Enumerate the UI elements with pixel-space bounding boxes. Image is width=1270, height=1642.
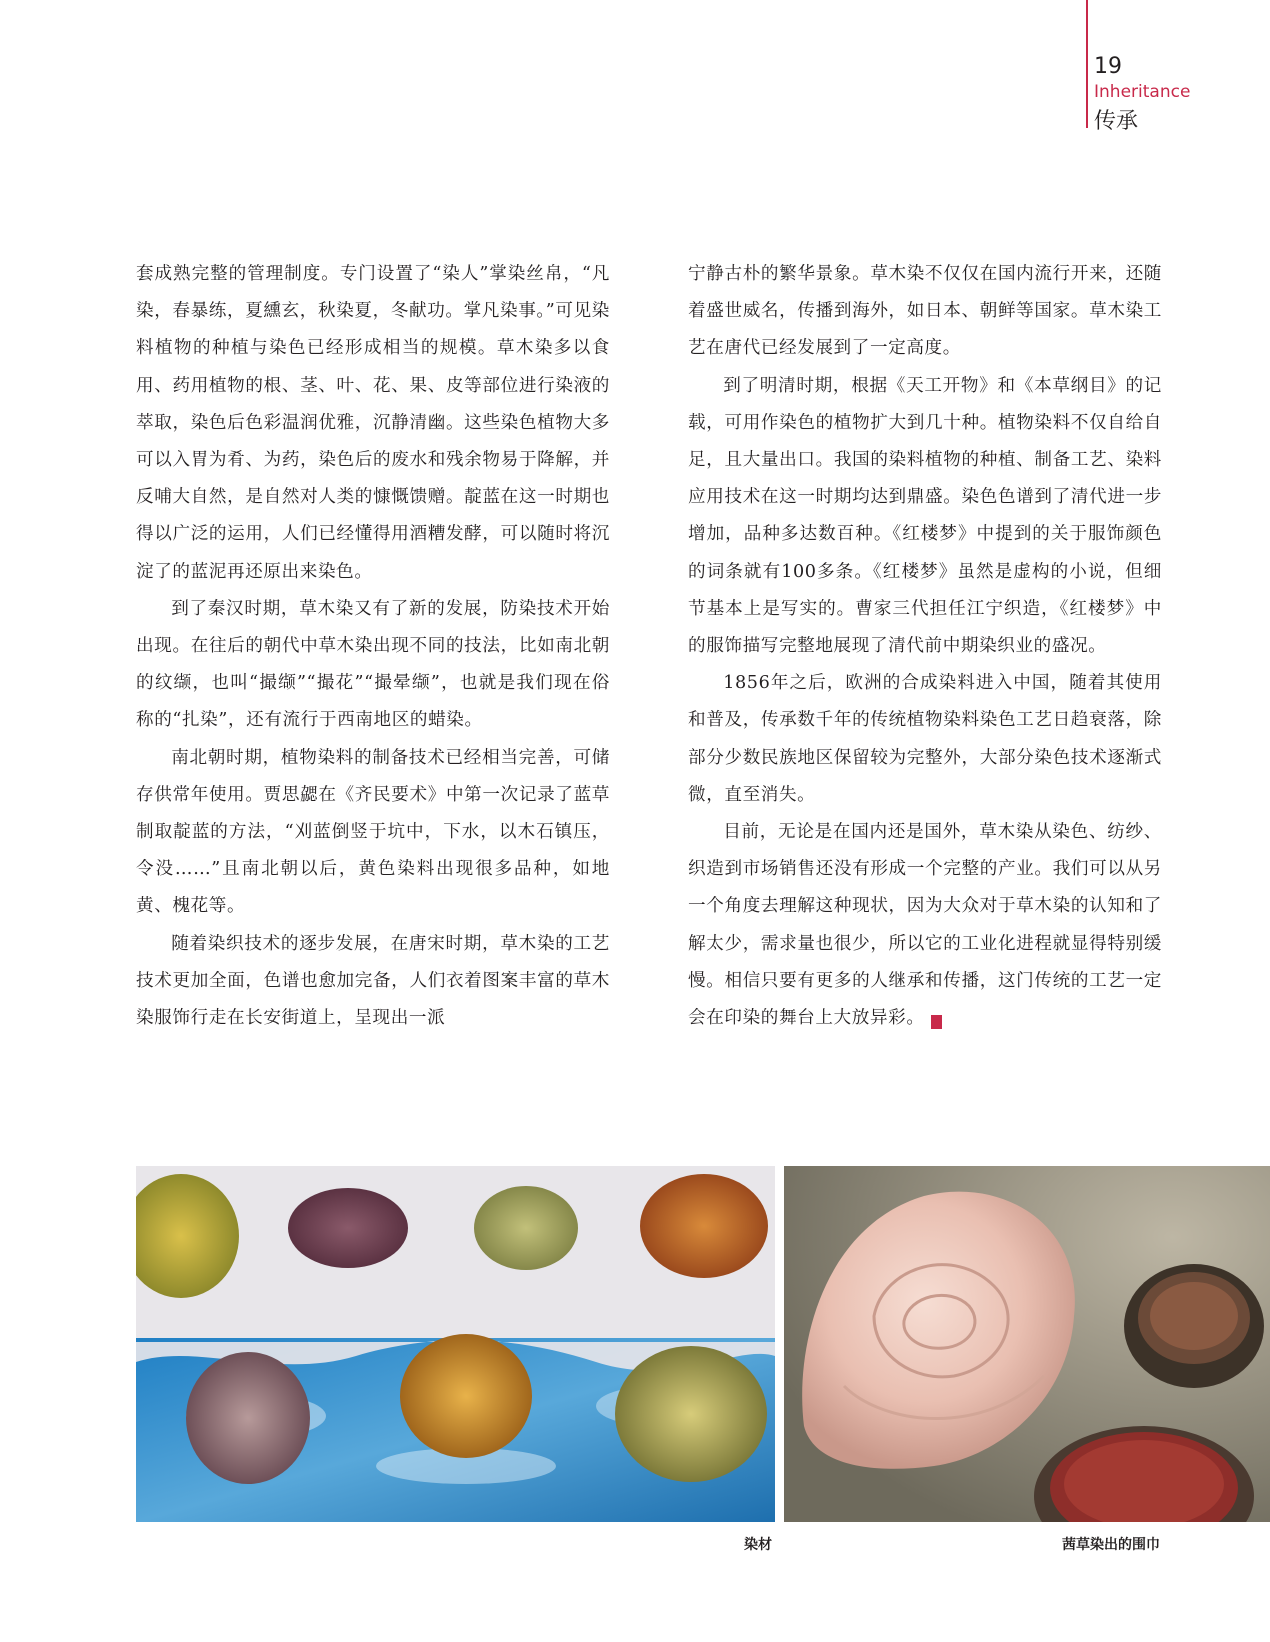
madder-dyed-scarf-photo xyxy=(784,1166,1270,1522)
paragraph-text: 目前，无论是在国内还是国外，草木染从染色、纺纱、织造到市场销售还没有形成一个完整的产业。我们可以从另一个角度去理解这种现状，因为大众对于草木染的认知和了解太少，需求量也很少，所以它的工业化进程就显得特别缓慢。相信只要有更多的人继承和传播，这门传统的工艺一定会在印染的舞台上大放异彩。 xyxy=(688,822,1162,1029)
section-title-cn: 传承 xyxy=(1094,109,1139,134)
section-title-en: Inheritance xyxy=(1094,82,1191,102)
figure-caption-scarf: 茜草染出的围巾 xyxy=(1062,1537,1160,1553)
figure-caption-dye-materials: 染材 xyxy=(744,1537,772,1553)
article-column-left xyxy=(136,256,610,1037)
scarf-illustration xyxy=(784,1166,1270,1522)
article-end-mark-icon: S xyxy=(931,1015,942,1029)
paragraph: 到了明清时期，根据《天工开物》和《本草纲目》的记载，可用作染色的植物扩大到几十种。植物染料不仅自给自足，且大量出口。我国的染料植物的种植、制备工艺、染料应用技术在这一时期均达到鼎盛。染色色谱到了清代进一步增加，品种多达数百种。《红楼梦》中提到的关于服饰颜色的词条就有100多条。《红楼梦》虽然是虚构的小说，但细节基本上是写实的。曹家三代担任江宁织造，《红楼梦》中的服饰描写完整地展现了清代前中期染织业的盛况。 xyxy=(688,375,1162,657)
dye-materials-illustration xyxy=(136,1166,775,1522)
header-divider-line xyxy=(1086,0,1088,128)
paragraph: 1856年之后，欧洲的合成染料进入中国，随着其使用和普及，传承数千年的传统植物染料染色工艺日趋衰落，除部分少数民族地区保留较为完整外，大部分染色技术逐渐式微，直至消失。 xyxy=(688,673,1162,805)
paragraph: 到了秦汉时期，草木染又有了新的发展，防染技术开始出现。在往后的朝代中草木染出现不同的技法，比如南北朝的纹缬，也叫“撮缬”“撮花”“撮晕缬”，也就是我们现在俗称的“扎染”，还有流行于西南地区的蜡染。 xyxy=(136,598,610,731)
dye-materials-photo xyxy=(136,1166,775,1522)
paragraph: 宁静古朴的繁华景象。草木染不仅仅在国内流行开来，还随着盛世威名，传播到海外，如日本、朝鲜等国家。草木染工艺在唐代已经发展到了一定高度。 xyxy=(688,264,1162,359)
paragraph: 套成熟完整的管理制度。专门设置了“染人”掌染丝帛，“凡染，春暴练，夏纁玄，秋染夏，冬献功。掌凡染事。”可见染料植物的种植与染色已经形成相当的规模。草木染多以食用、药用植物的根、茎、叶、花、果、皮等部位进行染液的萃取，染色后色彩温润优雅，沉静清幽。这些染色植物大多可以入胃为肴、为药，染色后的废水和残余物易于降解，并反哺大自然，是自然对人类的慷慨馈赠。靛蓝在这一时期也得以广泛的运用，人们已经懂得用酒糟发酵，可以随时将沉淀了的蓝泥再还原出来染色。 xyxy=(136,264,610,582)
paragraph xyxy=(688,814,1162,1037)
article-column-right xyxy=(688,256,1162,1037)
paragraph: 随着染织技术的逐步发展，在唐宋时期，草木染的工艺技术更加全面，色谱也愈加完备，人们衣着图案丰富的草木染服饰行走在长安街道上，呈现出一派 xyxy=(136,933,610,1029)
paragraph: 南北朝时期，植物染料的制备技术已经相当完善，可储存供常年使用。贾思勰在《齐民要术》中第一次记录了蓝草制取靛蓝的方法，“刈蓝倒竖于坑中，下水，以木石镇压，令没……”且南北朝以后，黄色染料出现很多品种，如地黄、槐花等。 xyxy=(136,747,610,917)
page-number: 19 xyxy=(1094,54,1122,79)
